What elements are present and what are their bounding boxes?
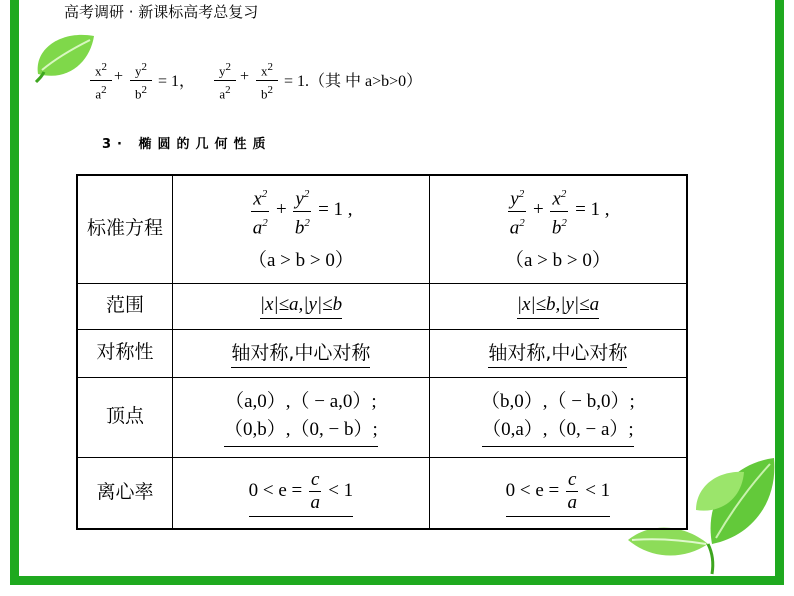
symmetry-cell: 轴对称,中心对称 [429, 329, 687, 377]
plus-sign: + [240, 68, 250, 85]
ellipse-properties-table [76, 174, 688, 530]
standard-equation-cell: $\frac{x^2}{a^2}$ + $\frac{y^2}{b^2}$ = 1 , （a > b > 0） [173, 175, 430, 283]
eccentricity-cell: 0 < e = $\frac{c}{a}$ < 1 [429, 457, 687, 529]
range-cell: |x|≤a,|y|≤b [173, 283, 430, 329]
plus-sign: + [114, 68, 124, 85]
equals-one: = 1， [158, 73, 196, 90]
table-row [77, 457, 687, 529]
range-cell: |x|≤b,|y|≤a [429, 283, 687, 329]
table-row [77, 283, 687, 329]
row-label: 标准方程 [77, 175, 173, 283]
fraction: $\frac{y^2}{b^2}$ [130, 58, 152, 104]
fraction: $\frac{y^2}{a^2}$ [214, 58, 236, 104]
fraction: $\frac{x^2}{b^2}$ [256, 58, 278, 104]
eccentricity-cell: 0 < e = $\frac{c}{a}$ < 1 [173, 457, 430, 529]
fraction: $\frac{x^2}{a^2}$ [90, 58, 112, 104]
equals-one-condition: = 1.（其 中 a>b>0） [284, 73, 423, 90]
equation-line [90, 52, 510, 104]
row-label: 对称性 [77, 329, 173, 377]
row-label: 顶点 [77, 377, 173, 457]
table-row [77, 377, 687, 457]
header-title: 高考调研 · 新课标高考总复习 [64, 3, 259, 21]
vertex-cell: （b,0）,（ − b,0）; （0,a）,（0, − a）; [429, 377, 687, 457]
symmetry-cell: 轴对称,中心对称 [173, 329, 430, 377]
table-row [77, 175, 687, 283]
row-label: 离心率 [77, 457, 173, 529]
vertex-cell: （a,0）,（ − a,0）; （0,b）,（0, − b）; [173, 377, 430, 457]
standard-equation-cell: $\frac{y^2}{a^2}$ + $\frac{x^2}{b^2}$ = 1 , （a > b > 0） [429, 175, 687, 283]
table-row [77, 329, 687, 377]
row-label: 范围 [77, 283, 173, 329]
section-title: 3· 椭圆的几何性质 [102, 137, 272, 152]
